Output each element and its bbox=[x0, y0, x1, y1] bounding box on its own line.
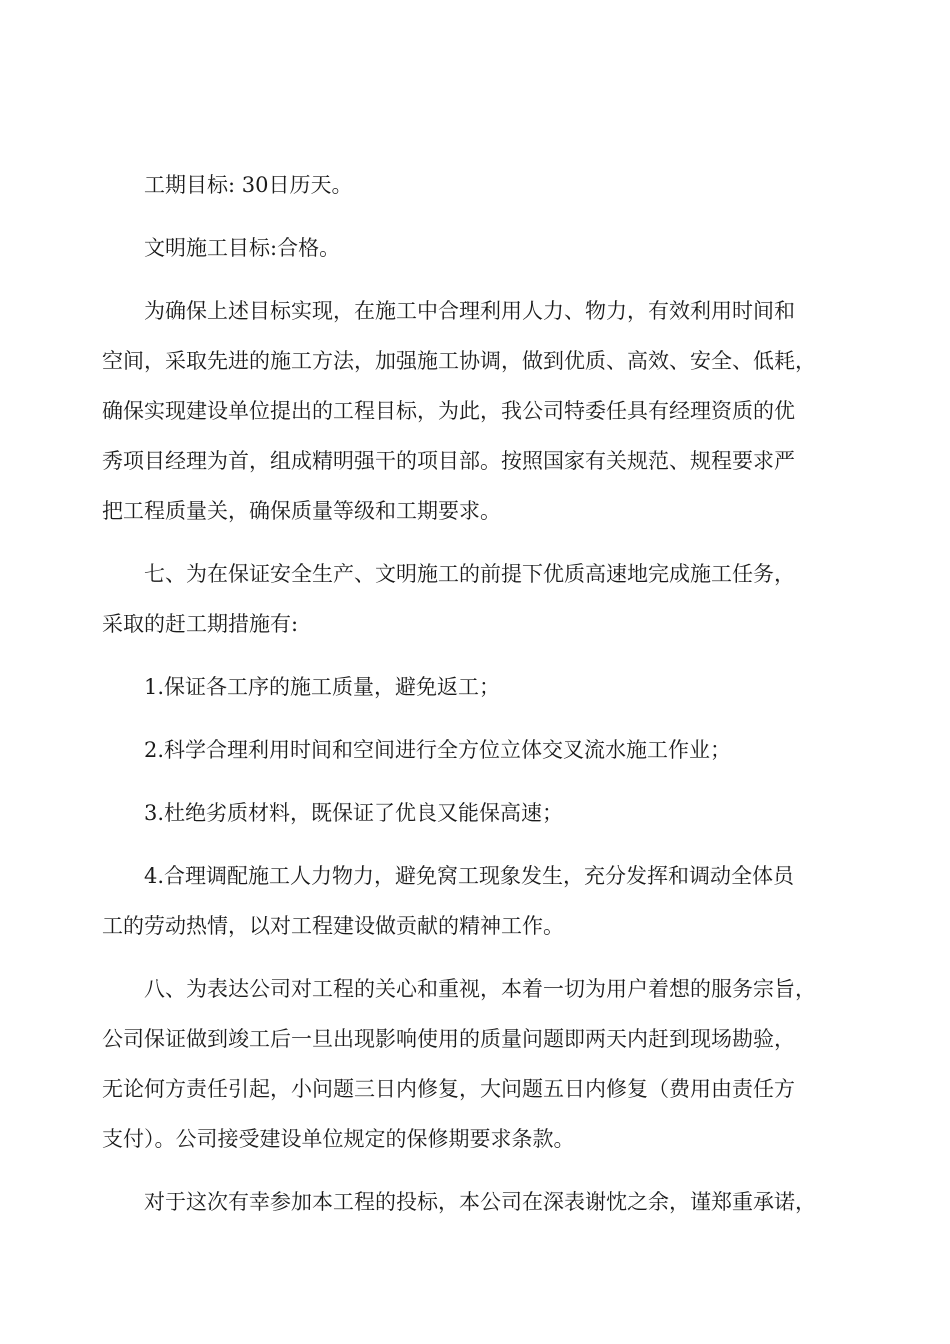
text-line: 秀项目经理为首，组成精明强干的项目部。按照国家有关规范、规程要求严 bbox=[102, 449, 795, 473]
text-line: 文明施工目标:合格。 bbox=[144, 236, 341, 260]
text-line: 对于这次有幸参加本工程的投标，本公司在深表谢忱之余，谨郑重承诺， bbox=[144, 1190, 816, 1214]
text-line: 确保实现建设单位提出的工程目标，为此，我公司特委任具有经理资质的优 bbox=[102, 399, 795, 423]
text-line: 工期目标: 30日历天。 bbox=[144, 173, 353, 197]
paragraph-target-assurance bbox=[102, 286, 858, 536]
text-line: 2.科学合理利用时间和空间进行全方位立体交叉流水施工作业； bbox=[144, 738, 732, 762]
text-line: 空间，采取先进的施工方法，加强施工协调，做到优质、高效、安全、低耗， bbox=[102, 349, 816, 373]
text-line: 3.杜绝劣质材料，既保证了优良又能保高速； bbox=[144, 801, 564, 825]
list-item-measure-2 bbox=[102, 725, 858, 775]
paragraph-schedule-target bbox=[102, 160, 858, 210]
text-line: 七、为在保证安全生产、文明施工的前提下优质高速地完成施工任务， bbox=[144, 562, 795, 586]
list-item-measure-1 bbox=[102, 662, 858, 712]
document-body bbox=[102, 160, 858, 1240]
paragraph-civilized-construction-target bbox=[102, 223, 858, 273]
text-line: 八、为表达公司对工程的关心和重视，本着一切为用户着想的服务宗旨， bbox=[144, 977, 816, 1001]
paragraph-section-seven bbox=[102, 549, 858, 649]
paragraph-section-eight bbox=[102, 964, 858, 1164]
text-line: 4.合理调配施工人力物力，避免窝工现象发生，充分发挥和调动全体员 bbox=[144, 864, 795, 888]
list-item-measure-3 bbox=[102, 788, 858, 838]
text-line: 把工程质量关，确保质量等级和工期要求。 bbox=[102, 499, 501, 523]
text-line: 工的劳动热情，以对工程建设做贡献的精神工作。 bbox=[102, 914, 564, 938]
text-line: 公司保证做到竣工后一旦出现影响使用的质量问题即两天内赶到现场勘验， bbox=[102, 1027, 795, 1051]
text-line: 无论何方责任引起，小问题三日内修复，大问题五日内修复（费用由责任方 bbox=[102, 1077, 795, 1101]
text-line: 支付）。公司接受建设单位规定的保修期要求条款。 bbox=[102, 1127, 575, 1151]
text-line: 1.保证各工序的施工质量，避免返工； bbox=[144, 675, 501, 699]
text-line: 采取的赶工期措施有: bbox=[102, 612, 299, 636]
paragraph-bid-commitment bbox=[102, 1177, 858, 1227]
list-item-measure-4 bbox=[102, 851, 858, 951]
text-line: 为确保上述目标实现，在施工中合理利用人力、物力，有效利用时间和 bbox=[144, 299, 795, 323]
